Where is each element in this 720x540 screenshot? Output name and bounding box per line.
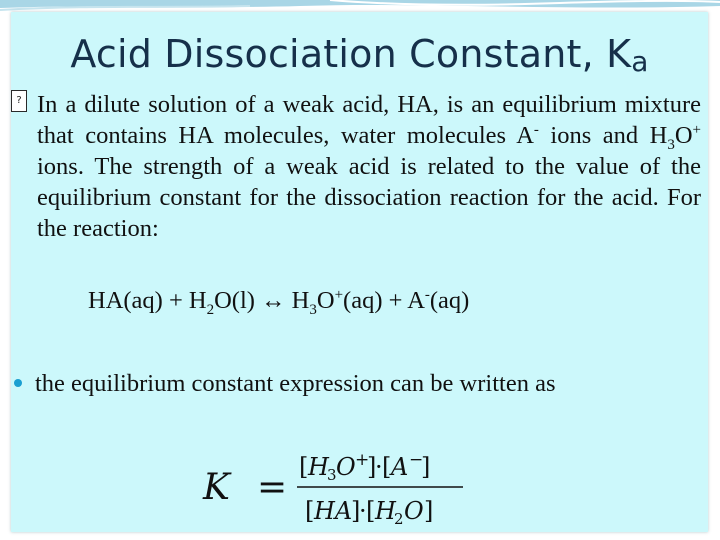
bullet2-text: the equilibrium constant expression can be written as xyxy=(35,370,556,397)
svg-text:2: 2 xyxy=(394,510,404,528)
svg-text:·: · xyxy=(375,453,383,481)
title-main: Acid Dissociation Constant, K xyxy=(70,32,632,76)
svg-text:[: [ xyxy=(299,453,309,481)
equation-segment: (aq) + A xyxy=(343,287,425,314)
equation-segment: 2 xyxy=(206,301,215,318)
bullet-constant-expression xyxy=(14,370,555,398)
equation-segment: HA(aq) + H xyxy=(88,287,207,314)
svg-text:]: ] xyxy=(367,453,377,481)
svg-text:−: − xyxy=(409,450,424,470)
svg-text:·: · xyxy=(359,497,367,525)
formula-numerator xyxy=(299,450,430,484)
slide xyxy=(11,12,708,532)
equilibrium-constant-formula xyxy=(201,442,471,532)
title-subscript: a xyxy=(631,45,649,78)
svg-text:HA: HA xyxy=(314,497,353,525)
svg-text:H: H xyxy=(308,453,329,481)
missing-glyph-bullet-icon: ? xyxy=(11,90,27,112)
svg-text:]: ] xyxy=(424,497,434,525)
reaction-equation xyxy=(88,286,470,318)
svg-text:[: [ xyxy=(382,453,392,481)
equation-segment: 3 xyxy=(309,301,317,318)
bullet-paragraph-weak-acid xyxy=(37,89,701,244)
equation-segment: (aq) xyxy=(429,287,470,314)
svg-text:A: A xyxy=(391,453,409,481)
bullet1-segment: In a dilute solution of a weak acid, HA, is an equilibrium mixture that contains HA molecules, water molecules A xyxy=(37,91,701,149)
svg-text:3: 3 xyxy=(327,466,337,484)
bullet1-segment: + xyxy=(692,121,701,138)
equation-segment: O xyxy=(316,287,335,314)
svg-text:[: [ xyxy=(366,497,376,525)
slide-title xyxy=(11,32,708,76)
svg-text:H: H xyxy=(375,497,396,525)
equation-segment: + xyxy=(334,286,344,303)
equation-segment: - xyxy=(424,286,430,303)
formula-k: K xyxy=(203,467,230,508)
svg-text:]: ] xyxy=(421,453,431,481)
bullet1-segment: O xyxy=(674,122,693,149)
bullet1-segment: ions and H xyxy=(538,122,668,149)
svg-text:]: ] xyxy=(351,497,361,525)
bullet1-segment: - xyxy=(533,121,539,138)
svg-text:[: [ xyxy=(305,497,315,525)
bullet1-segment: 3 xyxy=(667,136,675,153)
formula-equals: = xyxy=(257,467,288,508)
formula-denominator xyxy=(305,497,433,528)
equation-segment: O(l) ↔ H xyxy=(214,287,310,314)
bullet-dot-icon xyxy=(14,379,22,387)
svg-text:O: O xyxy=(404,497,424,525)
svg-text:O: O xyxy=(336,453,356,481)
svg-text:+: + xyxy=(355,450,370,470)
bullet1-segment: ions. The strength of a weak acid is related to the value of the equilibrium constant for the dissociation reaction for the acid. For the reaction: xyxy=(37,153,701,242)
